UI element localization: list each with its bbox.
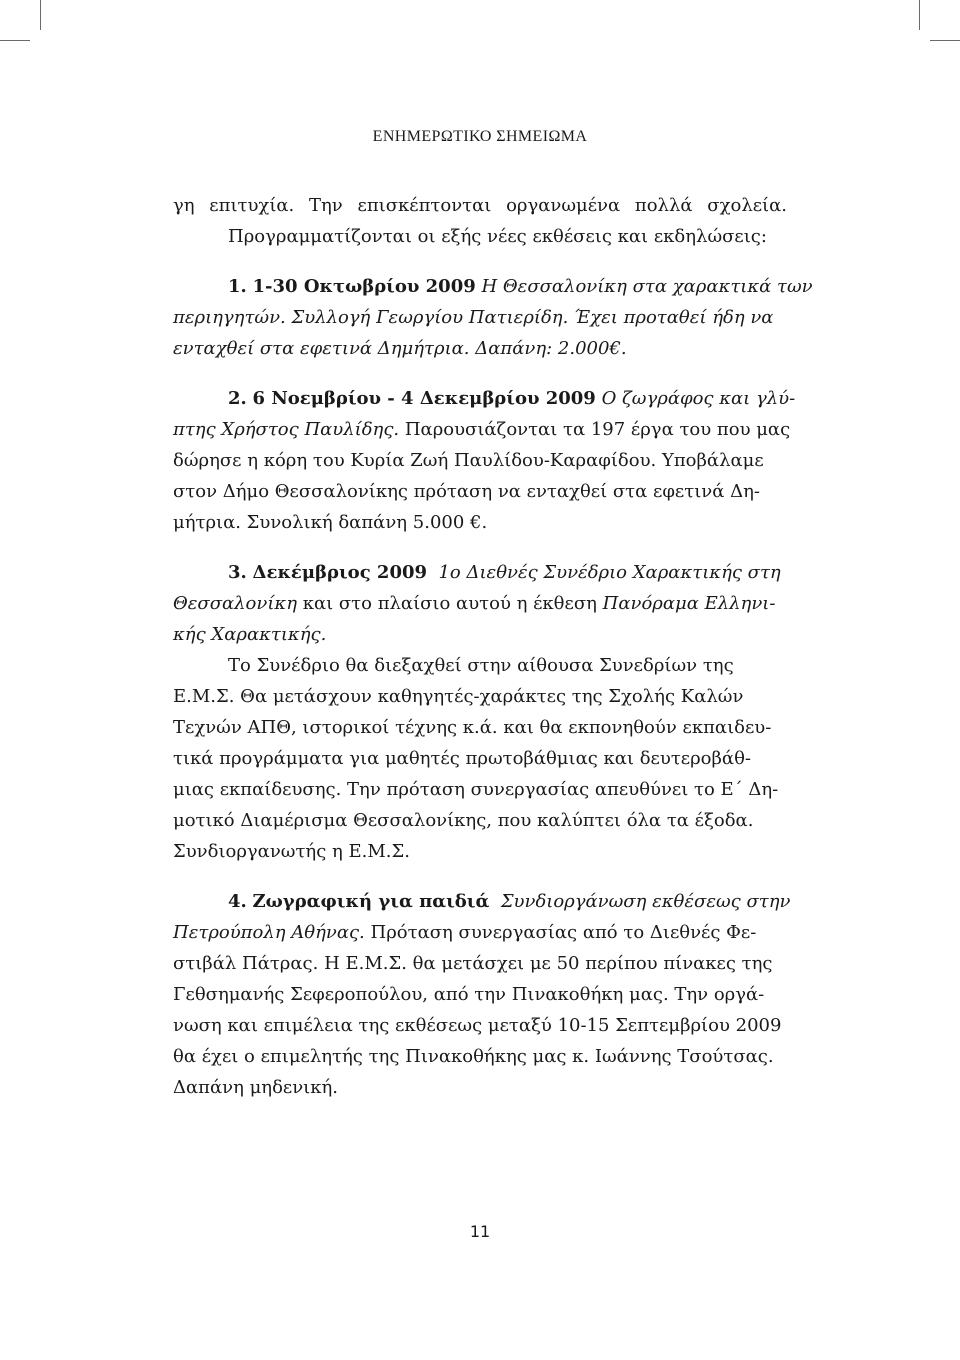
text-line: Πετρούπολη Αθήνας. Πρόταση συνεργασίας από το Διεθνές Φε- [173, 922, 757, 943]
item-number: 4. [228, 891, 247, 912]
list-item [173, 557, 787, 867]
text-line [173, 886, 791, 917]
text-line: ενταχθεί στα εφετινά Δημήτρια. Δαπάνη: 2.000€. [173, 338, 627, 359]
crop-mark [40, 0, 41, 30]
text-line: Τεχνών ΑΠΘ, ιστορικοί τέχνης κ.ά. και θα εκπονηθούν εκπαιδευ- [173, 717, 772, 738]
text-line: Δαπάνη μηδενική. [173, 1077, 338, 1098]
text-line: δώρησε η κόρη του Κυρία Ζωή Παυλίδου-Καραφίδου. Υποβάλαμε [173, 450, 764, 471]
item-title: Πετρούπολη Αθήνας. [173, 922, 365, 943]
text-line: κής Χαρακτικής. [173, 624, 327, 645]
text-line [173, 557, 787, 588]
text-line: στιβάλ Πάτρας. Η Ε.Μ.Σ. θα μετάσχει με 50 περίπου πίνακες της [173, 953, 773, 974]
item-heading: Ζωγραφική για παιδιά [252, 891, 490, 912]
item-number: 1. [228, 276, 247, 297]
item-title: πτης Χρήστος Παυλίδης. [173, 419, 400, 440]
text-line: Ε.Μ.Σ. Θα μετάσχουν καθηγητές-χαράκτες της Σχολής Καλών [173, 686, 744, 707]
text-line [173, 271, 813, 302]
text-line: μοτικό Διαμέρισμα Θεσσαλονίκης, που καλύπτει όλα τα έξοδα. [173, 810, 754, 831]
text-line: γη επιτυχία. Την επισκέπτονται οργανωμένα πολλά σχολεία. [173, 195, 787, 216]
text-line: Θεσσαλονίκη και στο πλαίσιο αυτού η έκθεση Πανόραμα Ελληνι- [173, 593, 776, 614]
list-item [173, 271, 813, 364]
body-text [173, 190, 813, 1103]
item-number: 3. [228, 562, 247, 583]
item-date: 6 Νοεμβρίου - 4 Δεκεμβρίου 2009 [252, 388, 596, 409]
text-line: μήτρια. Συνολική δαπάνη 5.000 €. [173, 512, 488, 533]
item-title: Ο ζωγράφος και γλύ- [595, 388, 796, 409]
running-header: ΕΝΗΜΕΡΩΤΙΚΟ ΣΗΜΕΙΩΜΑ [372, 128, 588, 145]
text-line: στον Δήμο Θεσσαλονίκης πρόταση να ενταχθεί στα εφετινά Δη- [173, 481, 760, 502]
item-title: Συνδιοργάνωση εκθέσεως στην [500, 891, 791, 912]
page-number: 11 [469, 1222, 491, 1241]
list-item [173, 886, 791, 1103]
text-line: τικά προγράμματα για μαθητές πρωτοβάθμιας και δευτεροβάθ- [173, 748, 751, 769]
text-line: Γεθσημανής Σεφεροπούλου, από την Πινακοθήκη μας. Την οργά- [173, 984, 765, 1005]
list-item [173, 383, 796, 538]
text-line: νωση και επιμέλεια της εκθέσεως μεταξύ 10-15 Σεπτεμβρίου 2009 [173, 1015, 782, 1036]
text-line: Συνδιοργανωτής η Ε.Μ.Σ. [173, 841, 410, 862]
crop-mark [930, 40, 960, 41]
text-line: Το Συνέδριο θα διεξαχθεί στην αίθουσα Συνεδρίων της [228, 655, 734, 676]
text-line: Προγραμματίζονται οι εξής νέες εκθέσεις και εκδηλώσεις: [228, 226, 767, 247]
text-line: περιηγητών. Συλλογή Γεωργίου Πατιερίδη. Έχει προταθεί ήδη να [173, 307, 774, 328]
item-title: 1ο Διεθνές Συνέδριο Χαρακτικής στη [438, 562, 781, 583]
text-line: θα έχει ο επιμελητής της Πινακοθήκης μας κ. Ιωάννης Τσούτσας. [173, 1046, 774, 1067]
text-line: πτης Χρήστος Παυλίδης. Παρουσιάζονται τα 197 έργα του που μας [173, 419, 791, 440]
crop-mark [0, 40, 30, 41]
item-date: 1-30 Οκτωβρίου 2009 [252, 276, 476, 297]
item-title: Θεσσαλονίκη [173, 593, 297, 614]
text-line: μιας εκπαίδευσης. Την πρόταση συνεργασίας απευθύνει το Ε΄ Δη- [173, 779, 779, 800]
text-line [173, 383, 796, 414]
item-title: Πανόραμα Ελληνι- [602, 593, 776, 614]
item-number: 2. [228, 388, 247, 409]
item-date: Δεκέμβριος 2009 [252, 562, 428, 583]
item-title: Η Θεσσαλονίκη στα χαρακτικά των [475, 276, 813, 297]
crop-mark [919, 0, 920, 30]
